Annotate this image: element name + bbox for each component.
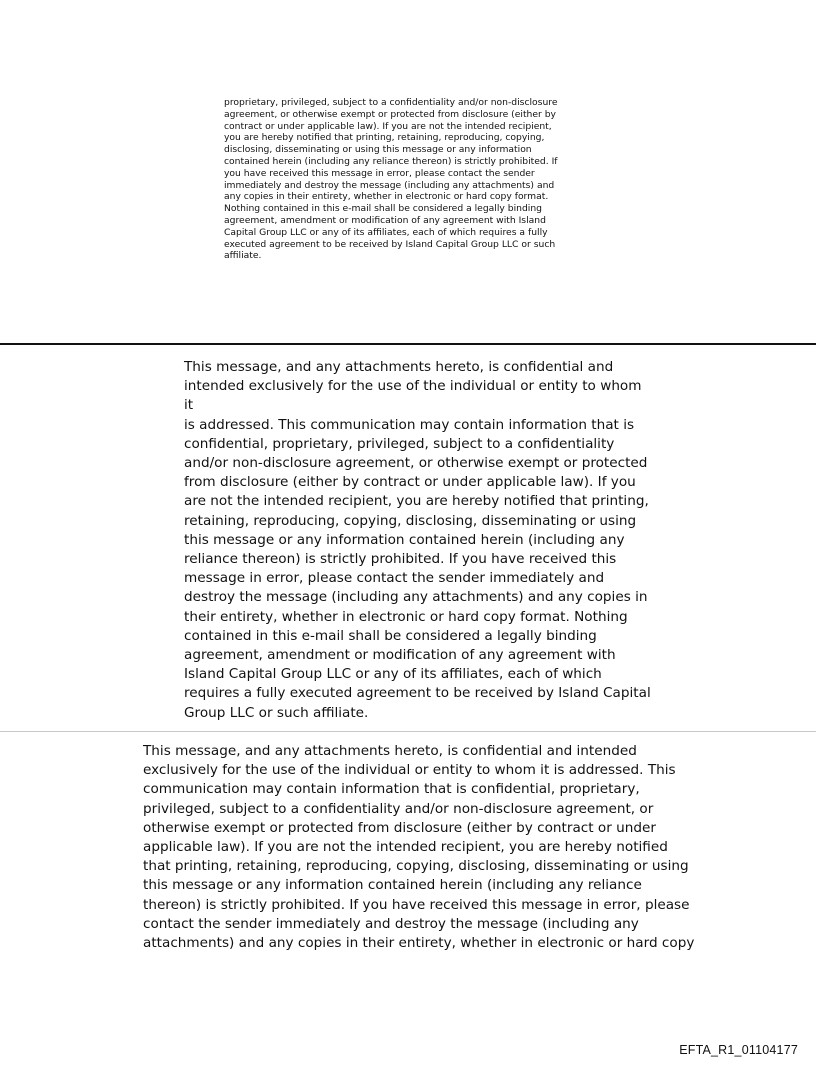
section-divider-dark <box>0 343 816 345</box>
disclaimer-medium-text: This message, and any attachments hereto, is confidential and intended exclusively for the use of the individual or entity to whom it is addressed. This communication may contain information that is confidential, proprietary, privileged, subject to a confidentiality and/or non-disclosure agreement, or otherwise exempt or protected from disclosure (either by contract or under applicable law). If you are not the intended recipient, you are hereby notified that printing, retaining, reproducing, copying, disclosing, disseminating or using this message or any information contained herein (including any reliance thereon) is strictly prohibited. If you have received this message in error, please contact the sender immediately and destroy the message (including any attachments) and any copies in their entirety, whether in electronic or hard copy format. Nothing contained in this e-mail shall be considered a legally binding agreement, amendment or modification of any agreement with Island Capital Group LLC or any of its affiliates, each of which requires a fully executed agreement to be received by Island Capital Group LLC or such affiliate. <box>184 359 651 721</box>
section-divider-light <box>0 731 816 732</box>
disclaimer-small-text: proprietary, privileged, subject to a confidentiality and/or non-disclosure agreement, or otherwise exempt or protected from disclosure (either by contract or under applicable law). If you are not the intended recipient, you are hereby notified that printing, retaining, reproducing, copying, disclosing, disseminating or using this message or any information contained herein (including any reliance thereon) is strictly prohibited. If you have received this message in error, please contact the sender immediately and destroy the message (including any attachments) and any copies in their entirety, whether in electronic or hard copy format. Nothing contained in this e-mail shall be considered a legally binding agreement, amendment or modification of any agreement with Island Capital Group LLC or any of its affiliates, each of which requires a fully executed agreement to be received by Island Capital Group LLC or such affiliate. <box>224 97 558 262</box>
document-id: EFTA_R1_01104177 <box>679 1043 798 1057</box>
disclaimer-wide-text: This message, and any attachments hereto, is confidential and intended exclusively for the use of the individual or entity to whom it is addressed. This communication may contain information that is confidential, proprietary, privileged, subject to a confidentiality and/or non-disclosure agreement, or otherwise exempt or protected from disclosure (either by contract or under applicable law). If you are not the intended recipient, you are hereby notified that printing, retaining, reproducing, copying, disclosing, disseminating or using this message or any information contained herein (including any reliance thereon) is strictly prohibited. If you have received this message in error, please contact the sender immediately and destroy the message (including any attachments) and any copies in their entirety, whether in electronic or hard copy <box>143 743 695 952</box>
